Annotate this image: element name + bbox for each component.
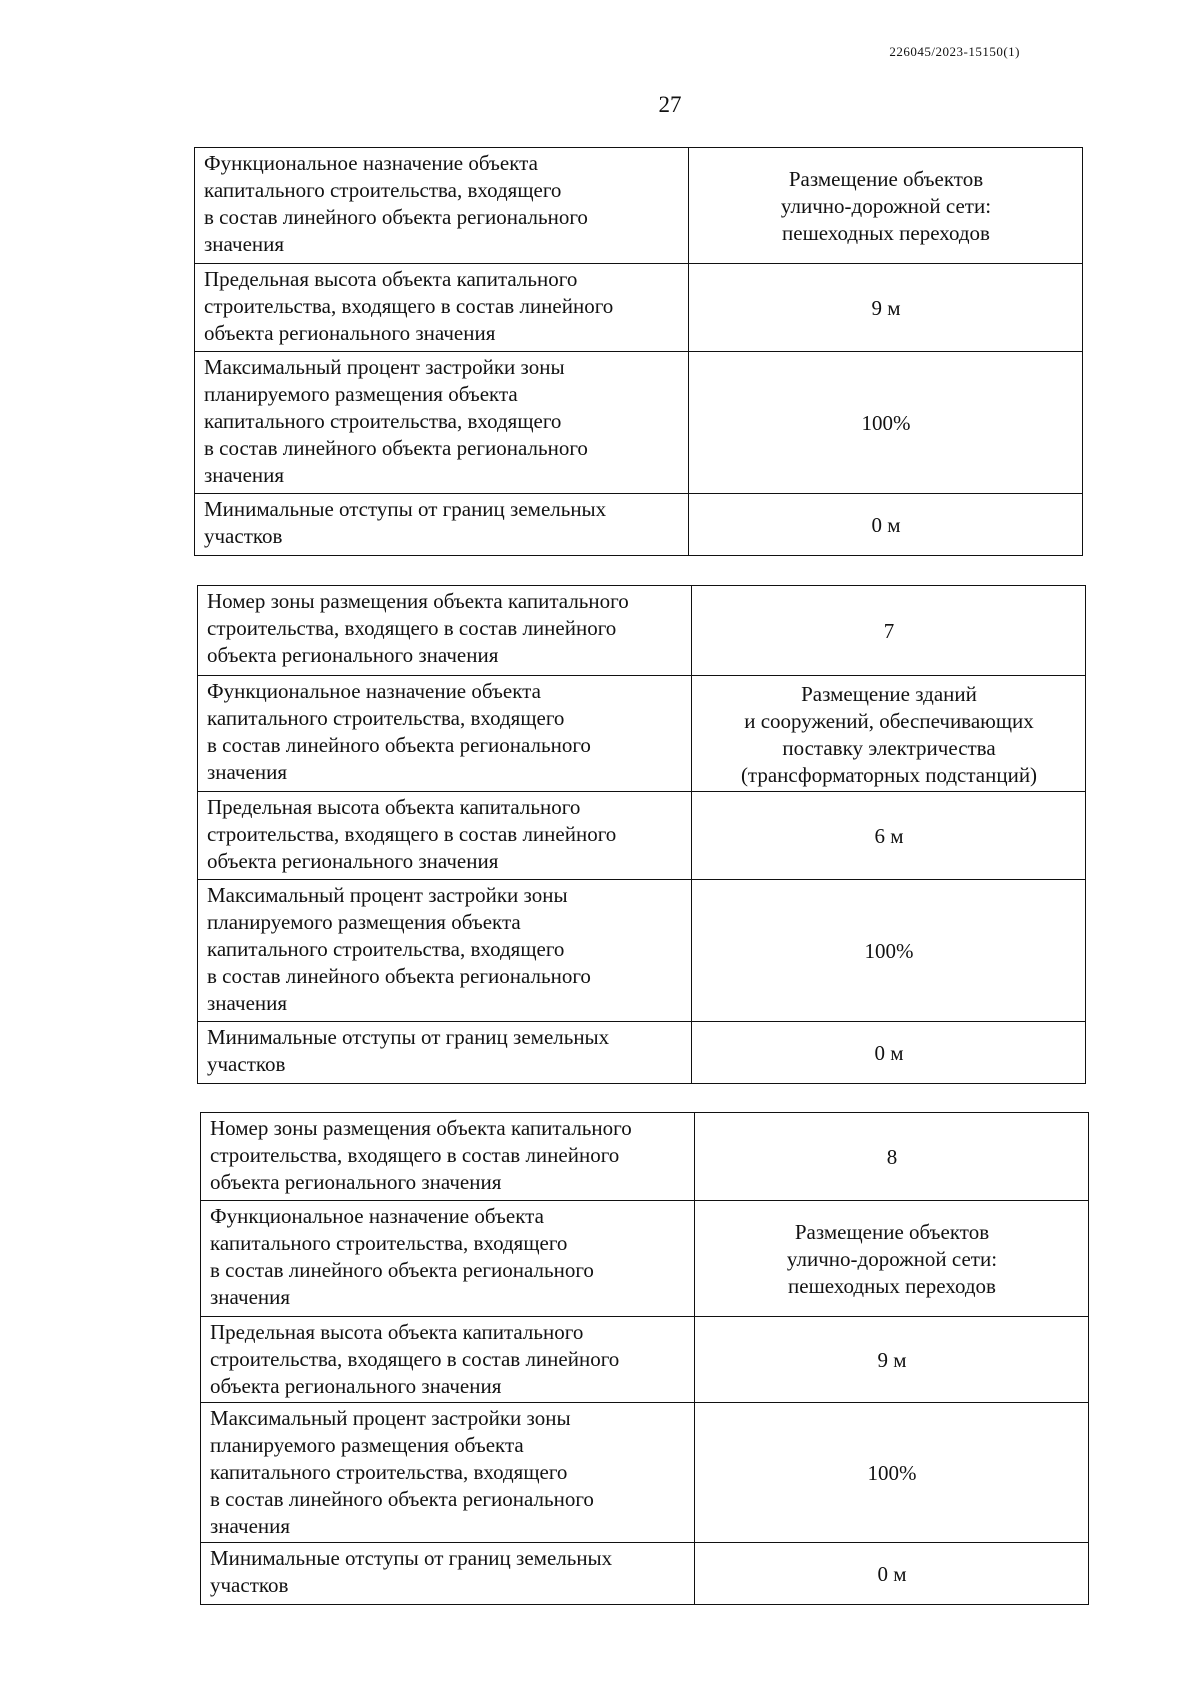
row-label <box>201 1543 695 1605</box>
row-value-text: Размещение объектов улично-дорожной сети: пешеходных переходов <box>780 167 992 245</box>
row-value <box>692 880 1086 1022</box>
row-label-text: Номер зоны размещения объекта капитального строительства, входящего в состав линейного объекта регионального значения <box>207 589 629 667</box>
row-label-text: Предельная высота объекта капитального строительства, входящего в состав линейного объекта регионального значения <box>210 1320 620 1398</box>
row-value <box>695 1113 1089 1201</box>
row-value-text: 100% <box>861 411 911 435</box>
row-label <box>198 880 692 1022</box>
row-value <box>695 1403 1089 1543</box>
table-row-min-setback <box>195 494 1083 556</box>
row-label-text: Предельная высота объекта капитального строительства, входящего в состав линейного объекта регионального значения <box>204 267 614 345</box>
zone-parameters-table-3 <box>200 1112 1089 1605</box>
row-label <box>201 1403 695 1543</box>
row-value-text: 0 м <box>871 513 901 537</box>
zone-parameters-table-1 <box>194 147 1083 556</box>
table-row-max-height <box>195 264 1083 352</box>
row-label <box>195 352 689 494</box>
row-value <box>689 264 1083 352</box>
row-value <box>695 1317 1089 1403</box>
row-value-text: 100% <box>867 1461 917 1485</box>
row-value <box>695 1543 1089 1605</box>
row-value-text: Размещение зданий и сооружений, обеспечивающих поставку электричества (трансформаторных подстанций) <box>740 681 1038 787</box>
row-value-text: 100% <box>864 939 914 963</box>
page-number: 27 <box>658 92 682 117</box>
row-label <box>195 494 689 556</box>
row-label-text: Предельная высота объекта капитального строительства, входящего в состав линейного объекта регионального значения <box>207 795 617 873</box>
table-row-zone-number <box>198 586 1086 676</box>
row-value-text: 8 <box>886 1145 898 1169</box>
row-label-text: Минимальные отступы от границ земельных участков <box>204 497 607 548</box>
row-label <box>201 1113 695 1201</box>
row-label <box>201 1317 695 1403</box>
row-label-text: Максимальный процент застройки зоны планируемого размещения объекта капитального строительства, входящего в состав линейного объекта регионального значения <box>204 355 588 487</box>
table-row-function <box>198 676 1086 792</box>
row-value <box>692 586 1086 676</box>
row-label-text: Минимальные отступы от границ земельных участков <box>207 1025 610 1076</box>
table-row-zone-number <box>201 1113 1089 1201</box>
row-label-text: Функциональное назначение объекта капитального строительства, входящего в состав линейного объекта регионального значения <box>204 151 588 256</box>
row-label-text: Максимальный процент застройки зоны планируемого размещения объекта капитального строительства, входящего в состав линейного объекта регионального значения <box>210 1406 594 1538</box>
row-value <box>692 1022 1086 1084</box>
row-label <box>198 1022 692 1084</box>
row-value-text: Размещение объектов улично-дорожной сети: пешеходных переходов <box>786 1220 998 1298</box>
row-value-text: 0 м <box>874 1041 904 1065</box>
row-label <box>198 676 692 792</box>
row-value-text: 0 м <box>877 1562 907 1586</box>
row-value <box>692 792 1086 880</box>
row-label <box>195 148 689 264</box>
table-row-function <box>195 148 1083 264</box>
table-row-max-build-percent <box>198 880 1086 1022</box>
row-value <box>695 1201 1089 1317</box>
row-value-text: 7 <box>883 619 895 643</box>
table-row-min-setback <box>198 1022 1086 1084</box>
row-value <box>689 494 1083 556</box>
row-label <box>198 586 692 676</box>
row-label-text: Функциональное назначение объекта капитального строительства, входящего в состав линейного объекта регионального значения <box>210 1204 594 1309</box>
table-row-min-setback <box>201 1543 1089 1605</box>
row-label-text: Номер зоны размещения объекта капитального строительства, входящего в состав линейного объекта регионального значения <box>210 1116 632 1194</box>
row-value-text: 9 м <box>877 1348 907 1372</box>
row-label-text: Минимальные отступы от границ земельных участков <box>210 1546 613 1597</box>
table-row-max-build-percent <box>195 352 1083 494</box>
table-row-function <box>201 1201 1089 1317</box>
row-value <box>689 352 1083 494</box>
table-row-max-height <box>201 1317 1089 1403</box>
row-label-text: Максимальный процент застройки зоны планируемого размещения объекта капитального строительства, входящего в состав линейного объекта регионального значения <box>207 883 591 1015</box>
table-row-max-height <box>198 792 1086 880</box>
row-label <box>195 264 689 352</box>
row-value <box>692 676 1086 792</box>
document-registration-number: 226045/2023-15150(1) <box>889 44 1020 59</box>
table-row-max-build-percent <box>201 1403 1089 1543</box>
row-value-text: 6 м <box>874 824 904 848</box>
row-value-text: 9 м <box>871 296 901 320</box>
row-value <box>689 148 1083 264</box>
row-label <box>201 1201 695 1317</box>
row-label <box>198 792 692 880</box>
zone-parameters-table-2 <box>197 585 1086 1084</box>
row-label-text: Функциональное назначение объекта капитального строительства, входящего в состав линейного объекта регионального значения <box>207 679 591 784</box>
